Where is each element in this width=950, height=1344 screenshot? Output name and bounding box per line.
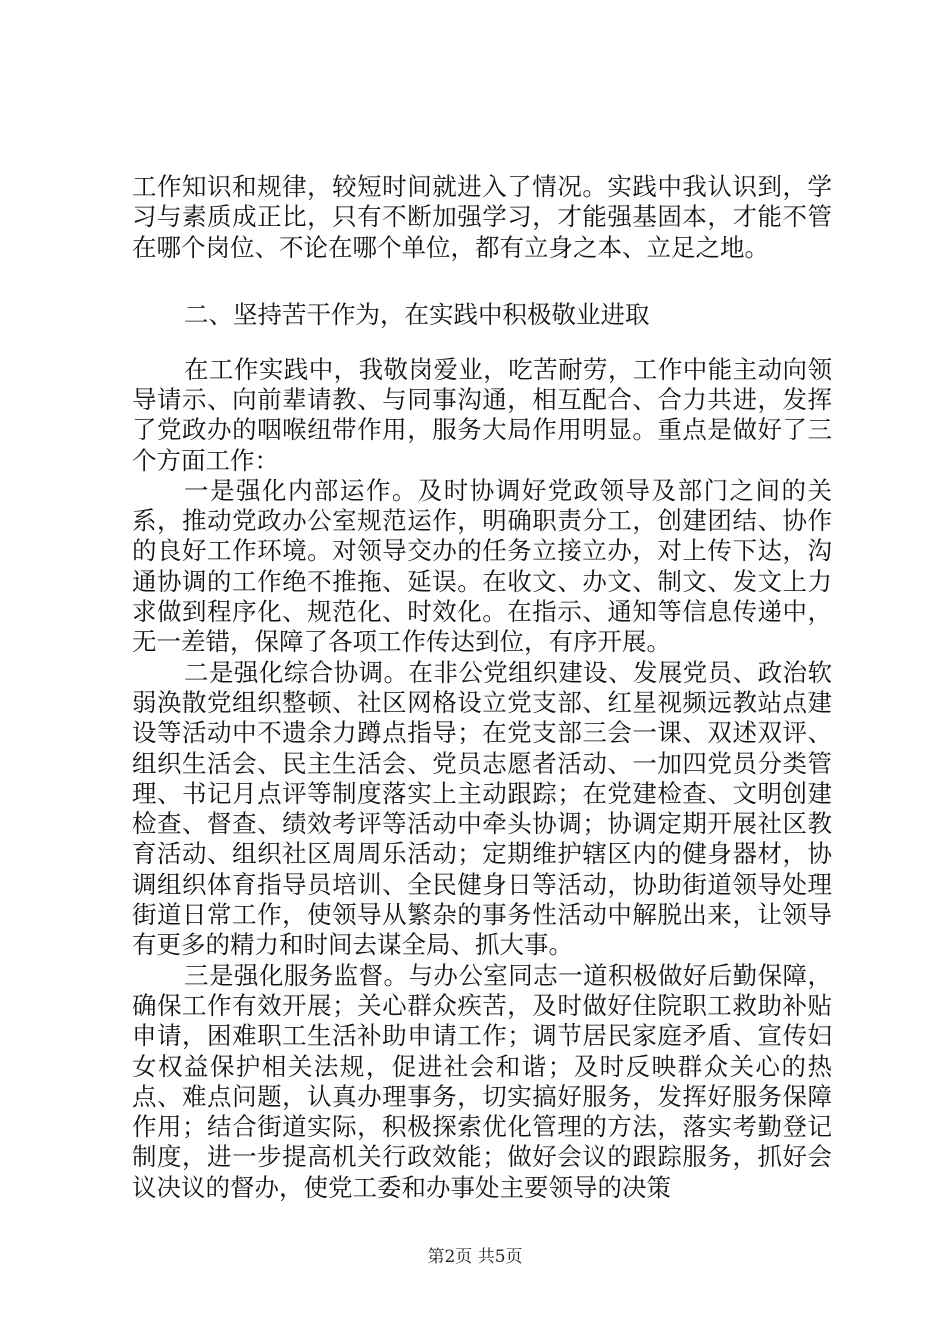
page-indicator: 第2页 共5页	[427, 1247, 523, 1267]
paragraph-coordination: 二是强化综合协调。在非公党组织建设、发展党员、政治软弱涣散党组织整顿、社区网格设立党支部、红星视频远教站点建设等活动中不遗余力蹲点指导；在党支部三会一课、双述双评、组织生活会、民主生活会、党员志愿者活动、一加四党员分类管理、书记月点评等制度落实上主动跟踪；在党建检查、文明创建检查、督查、绩效考评等活动中牵头协调；协调定期开展社区教育活动、组织社区周周乐活动；定期维护辖区内的健身器材，协调组织体育指导员培训、全民健身日等活动，协助街道领导处理街道日常工作，使领导从繁杂的事务性活动中解脱出来，让领导有更多的精力和时间去谋全局、抓大事。	[132, 657, 832, 960]
paragraph-service-supervision: 三是强化服务监督。与办公室同志一道积极做好后勤保障，确保工作有效开展；关心群众疾苦，及时做好住院职工救助补贴申请，困难职工生活补助申请工作；调节居民家庭矛盾、宣传妇女权益保护相关法规，促进社会和谐；及时反映群众关心的热点、难点问题，认真办理事务，切实搞好服务，发挥好服务保障作用；结合街道实际，积极探索优化管理的方法，落实考勤登记制度，进一步提高机关行政效能；做好会议的跟踪服务，抓好会议决议的督办，使党工委和办事处主要领导的决策	[132, 960, 832, 1202]
paragraph-intro: 在工作实践中，我敬岗爱业，吃苦耐劳，工作中能主动向领导请示、向前辈请教、与同事沟通，相互配合、合力共进，发挥了党政办的咽喉纽带作用，服务大局作用明显。重点是做好了三个方面工作：	[132, 354, 832, 475]
section-heading: 二、坚持苦干作为，在实践中积极敬业进取	[184, 299, 650, 329]
document-body	[132, 172, 832, 1203]
continuation-paragraph: 工作知识和规律，较短时间就进入了情况。实践中我认识到，学习与素质成正比，只有不断加强学习，才能强基固本，才能不管在哪个岗位、不论在哪个单位，都有立身之本、立足之地。	[132, 172, 832, 262]
paragraph-internal-operation: 一是强化内部运作。及时协调好党政领导及部门之间的关系，推动党政办公室规范运作，明确职责分工，创建团结、协作的良好工作环境。对领导交办的任务立接立办，对上传下达，沟通协调的工作绝不推拖、延误。在收文、办文、制文、发文上力求做到程序化、规范化、时效化。在指示、通知等信息传递中，无一差错，保障了各项工作传达到位，有序开展。	[132, 475, 832, 657]
page-footer	[0, 1246, 950, 1268]
